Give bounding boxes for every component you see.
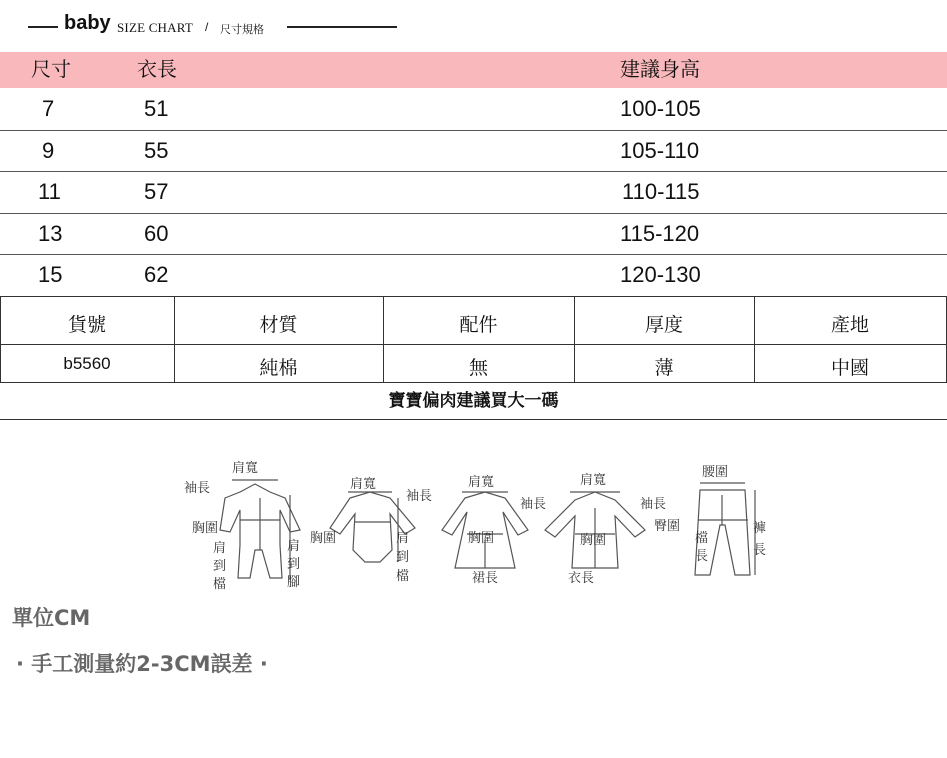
cell-length: 51 <box>144 96 169 121</box>
info-header-origin: 產地 <box>830 314 869 336</box>
cell-size: 13 <box>38 221 63 246</box>
bodysuit-shoulder-crotch-1: 肩 <box>396 531 410 546</box>
cell-height: 120-130 <box>620 262 701 287</box>
title-slash: / <box>205 20 209 34</box>
romper-shoulder-crotch-3: 檔 <box>213 577 227 592</box>
cell-size: 15 <box>38 262 63 287</box>
title-brand: baby <box>64 12 111 34</box>
row-divider <box>0 254 947 255</box>
top-illustration <box>545 492 645 568</box>
title-rule-right <box>287 26 397 28</box>
unit-label: 單位CM <box>12 606 91 630</box>
romper-shoulder-foot-2: 到 <box>287 557 301 572</box>
pants-crotch-2: 長 <box>695 549 709 564</box>
cell-height: 100-105 <box>620 96 701 121</box>
cell-length: 62 <box>144 262 169 287</box>
info-value-origin: 中國 <box>830 357 869 379</box>
bodysuit-shoulder-crotch-3: 檔 <box>396 569 410 584</box>
chart-title <box>0 12 947 42</box>
dress-chest-label: 胸圍 <box>468 531 495 546</box>
romper-shoulder-crotch-1: 肩 <box>213 541 227 556</box>
info-value-item-no: b5560 <box>63 354 111 373</box>
romper-chest-label: 胸圍 <box>192 521 219 536</box>
romper-shoulder-label: 肩寬 <box>232 461 259 476</box>
romper-shoulder-foot-3: 腳 <box>287 575 301 590</box>
header-size: 尺寸 <box>31 59 71 81</box>
cell-length: 57 <box>144 179 169 204</box>
dress-shoulder-label: 肩寬 <box>468 475 495 490</box>
info-value-accessory: 無 <box>468 357 488 379</box>
header-height: 建議身高 <box>620 59 700 81</box>
top-length-label: 衣長 <box>568 571 595 586</box>
bodysuit-sleeve-label: 袖長 <box>406 489 433 504</box>
row-divider <box>0 213 947 214</box>
dress-sleeve-label: 袖長 <box>520 497 547 512</box>
note-divider <box>0 419 947 420</box>
top-chest-label: 胸圍 <box>580 533 607 548</box>
top-sleeve-label: 袖長 <box>640 497 667 512</box>
header-length: 衣長 <box>137 59 177 81</box>
cell-height: 115-120 <box>620 221 700 246</box>
info-header-material: 材質 <box>259 314 298 336</box>
row-divider <box>0 171 947 172</box>
measurement-error-note: · 手工測量約2-3CM誤差 · <box>16 652 268 676</box>
title-chinese: 尺寸規格 <box>220 23 264 36</box>
top-shoulder-label: 肩寬 <box>580 473 607 488</box>
measurement-diagram <box>170 450 790 600</box>
info-header-thickness: 厚度 <box>644 314 683 336</box>
romper-shoulder-crotch-2: 到 <box>213 559 227 574</box>
cell-height: 105-110 <box>620 138 700 163</box>
size-advice-note: 寶寶偏肉建議買大一碼 <box>388 391 559 411</box>
bodysuit-chest-label: 胸圍 <box>310 531 337 546</box>
cell-size: 7 <box>42 96 55 121</box>
pants-length-1: 褲 <box>753 521 767 536</box>
cell-length: 55 <box>144 138 169 163</box>
cell-height: 110-115 <box>622 179 700 204</box>
info-row-divider <box>0 344 947 345</box>
info-header-accessory: 配件 <box>459 314 498 336</box>
pants-crotch-1: 檔 <box>695 531 709 546</box>
product-info-table <box>0 296 947 383</box>
pants-hip-label: 臀圍 <box>654 519 681 534</box>
cell-size: 11 <box>38 179 61 204</box>
cell-size: 9 <box>42 138 55 163</box>
cell-length: 60 <box>144 221 169 246</box>
bodysuit-shoulder-crotch-2: 到 <box>396 550 410 565</box>
pants-waist-label: 腰圍 <box>702 465 729 480</box>
info-header-item-no: 貨號 <box>67 314 106 336</box>
title-size-chart: SIZE CHART <box>117 20 193 35</box>
info-value-thickness: 薄 <box>654 357 674 379</box>
romper-sleeve-label: 袖長 <box>184 481 211 496</box>
info-value-material: 純棉 <box>259 357 298 379</box>
row-divider <box>0 130 947 131</box>
dress-illustration <box>442 492 528 568</box>
romper-shoulder-foot-1: 肩 <box>287 539 301 554</box>
dress-skirt-label: 裙長 <box>472 571 499 586</box>
title-rule-left <box>28 26 58 28</box>
pants-length-2: 長 <box>753 543 767 558</box>
bodysuit-shoulder-label: 肩寬 <box>350 477 377 492</box>
